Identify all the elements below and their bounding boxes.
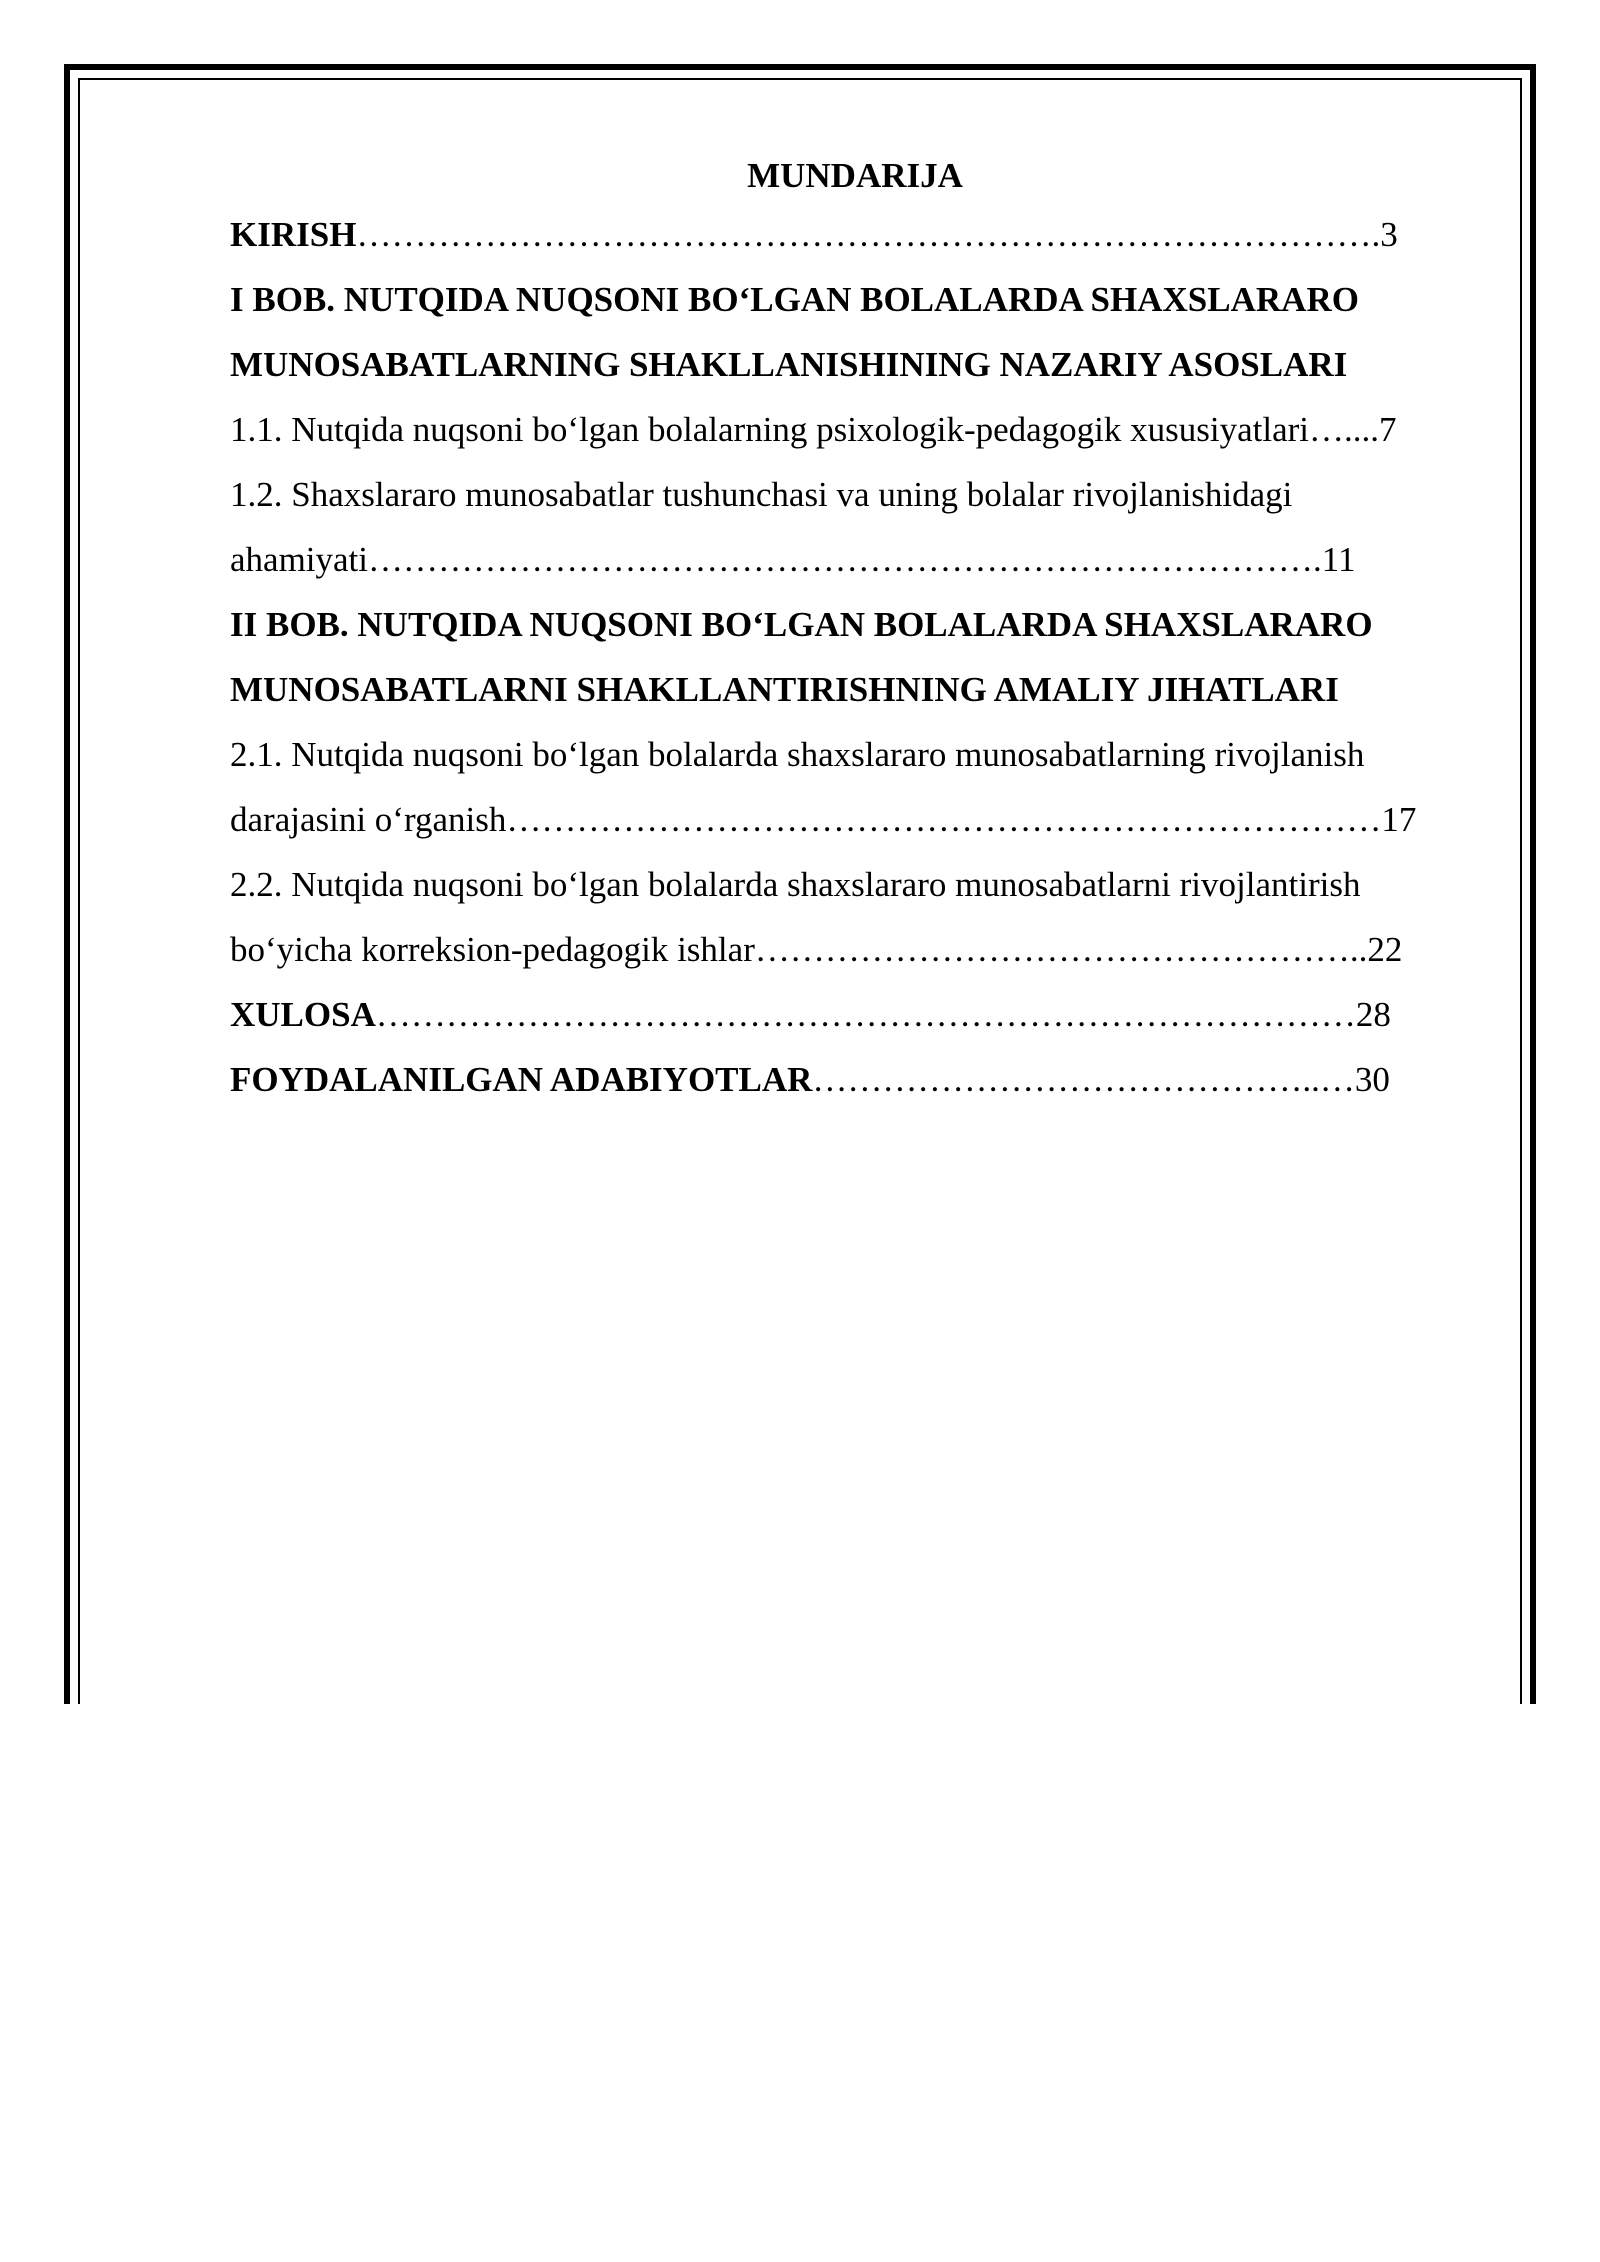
toc-page-number: 7 xyxy=(1379,410,1397,449)
toc-entry-1-1[interactable] xyxy=(230,397,1480,462)
toc-entry-1-2-line-1[interactable] xyxy=(230,462,1480,527)
toc-chapter-2-title-line-1[interactable] xyxy=(230,592,1480,657)
toc-leader: ………………………………………………………………………. xyxy=(368,540,1322,579)
toc-page-number: 30 xyxy=(1354,1060,1390,1099)
toc-entry-title: MUNOSABATLARNING SHAKLLANISHINING NAZARIY ASOSLARI xyxy=(230,345,1348,384)
toc-heading: MUNDARIJA xyxy=(747,156,963,195)
toc-entry-2-1-line-1[interactable] xyxy=(230,722,1480,787)
toc-leader: ……………………………………………………………………………. xyxy=(356,215,1381,254)
toc-entry-title: II BOB. NUTQIDA NUQSONI BO‘LGAN BOLALARDA SHAXSLARARO xyxy=(230,605,1373,644)
toc-chapter-2-title-line-2[interactable] xyxy=(230,657,1480,722)
toc-entry-kirish[interactable] xyxy=(230,202,1480,267)
toc-chapter-1-title-line-1[interactable] xyxy=(230,267,1480,332)
toc-leader: ………………………………………………………………… xyxy=(506,800,1382,839)
toc-entry-title: darajasini o‘rganish xyxy=(230,800,507,839)
toc-entry-title: 2.2. Nutqida nuqsoni bo‘lgan bolalarda shaxslararo munosabatlarni rivojlantirish xyxy=(230,865,1361,904)
toc-entry-title: 1.2. Shaxslararo munosabatlar tushunchasi va uning bolalar rivojlanishidagi xyxy=(230,475,1293,514)
toc-page-number: 22 xyxy=(1367,930,1403,969)
toc-entry-2-1-line-2[interactable] xyxy=(230,787,1480,852)
table-of-contents xyxy=(230,150,1480,1112)
toc-entry-adabiyotlar[interactable] xyxy=(230,1047,1480,1112)
toc-entry-title: 2.1. Nutqida nuqsoni bo‘lgan bolalarda shaxslararo munosabatlarning rivojlanish xyxy=(230,735,1365,774)
toc-entry-title: XULOSA xyxy=(230,995,376,1034)
toc-entry-title: FOYDALANILGAN ADABIYOTLAR xyxy=(230,1060,813,1099)
toc-entry-title: KIRISH xyxy=(230,215,357,254)
toc-entry-title: bo‘yicha korreksion-pedagogik ishlar xyxy=(230,930,755,969)
toc-chapter-1-title-line-2[interactable] xyxy=(230,332,1480,397)
toc-leader: ……………………………………..… xyxy=(812,1060,1355,1099)
toc-entry-2-2-line-2[interactable] xyxy=(230,917,1480,982)
toc-page-number: 3 xyxy=(1380,215,1398,254)
toc-entry-title: 1.1. Nutqida nuqsoni bo‘lgan bolalarning psixologik-pedagogik xususiyatlari….... xyxy=(230,410,1380,449)
toc-page-number: 17 xyxy=(1381,800,1417,839)
toc-page-number: 11 xyxy=(1321,540,1356,579)
toc-entry-title: I BOB. NUTQIDA NUQSONI BO‘LGAN BOLALARDA SHAXSLARARO xyxy=(230,280,1359,319)
toc-entry-title: ahamiyati xyxy=(230,540,369,579)
toc-leader: …………………………………………….. xyxy=(754,930,1368,969)
toc-entry-2-2-line-1[interactable] xyxy=(230,852,1480,917)
toc-entry-1-2-line-2[interactable] xyxy=(230,527,1480,592)
toc-page-number: 28 xyxy=(1355,995,1391,1034)
toc-entry-title: MUNOSABATLARNI SHAKLLANTIRISHNING AMALIY JIHATLARI xyxy=(230,670,1339,709)
toc-leader: ………………………………………………………………………… xyxy=(375,995,1356,1034)
toc-entry-xulosa[interactable] xyxy=(230,982,1480,1047)
